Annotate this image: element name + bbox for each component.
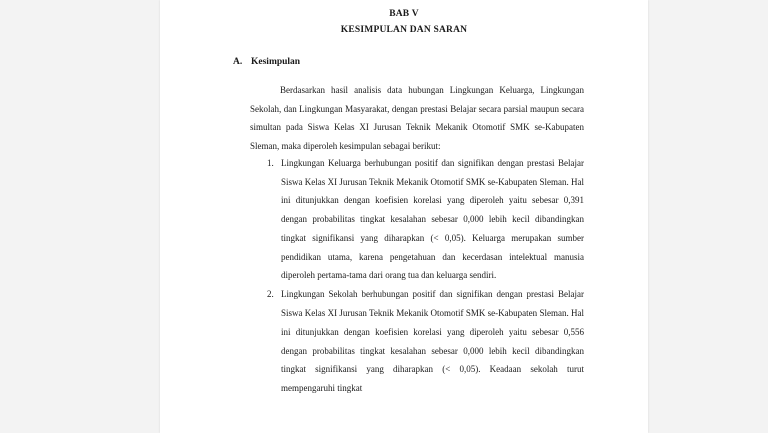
list-item-text: Lingkungan Keluarga berhubungan positif dan signifikan dengan prestasi Belajar Siswa Kelas XI Jurusan Teknik Mekanik Otomotif SMK se-Kabupaten Sleman. Hal ini ditunjukkan dengan koefisien korelasi yang diperoleh yaitu sebesar 0,391 dengan probabilitas tingkat kesalahan sebesar 0,000 lebih kecil dibandingkan tingkat signifikansi yang diharapkan (< 0,05). Keluarga merupakan sumber pendidikan utama, karena pengetahuan dan kecerdasan intelektual manusia diperoleh pertama-tama dari orang tua dan keluarga sendiri. <box>281 158 584 281</box>
chapter-title: KESIMPULAN DAN SARAN <box>340 25 468 35</box>
list-item <box>267 154 584 285</box>
list-item <box>267 285 584 397</box>
intro-paragraph: Berdasarkan hasil analisis data hubungan Lingkungan Keluarga, Lingkungan Sekolah, dan Lingkungan Masyarakat, dengan prestasi Belajar secara parsial maupun secara simultan pada Siswa Kelas XI Jurusan Teknik Mekanik Otomotif SMK se-Kabupaten Sleman, maka diperoleh kesimpulan sebagai berikut: <box>250 85 584 152</box>
list-item-number: 2. <box>267 289 274 300</box>
section-heading <box>233 57 300 67</box>
section-title: Kesimpulan <box>251 57 301 67</box>
section-letter: A. <box>233 57 243 67</box>
document-page <box>160 0 648 433</box>
list-item-text: Lingkungan Sekolah berhubungan positif dan signifikan dengan prestasi Belajar Siswa Kelas XI Jurusan Teknik Mekanik Otomotif SMK se-Kabupaten Sleman. Hal ini ditunjukkan dengan koefisien korelasi yang diperoleh yaitu sebesar 0,556 dengan probabilitas tingkat kesalahan sebesar 0,000 lebih kecil dibandingkan tingkat signifikansi yang diharapkan (< 0,05). Keadaan sekolah turut mempengaruhi tingkat <box>281 289 584 393</box>
list-item-number: 1. <box>267 158 274 168</box>
conclusion-list <box>267 154 584 398</box>
chapter-heading: BAB V <box>389 9 419 19</box>
